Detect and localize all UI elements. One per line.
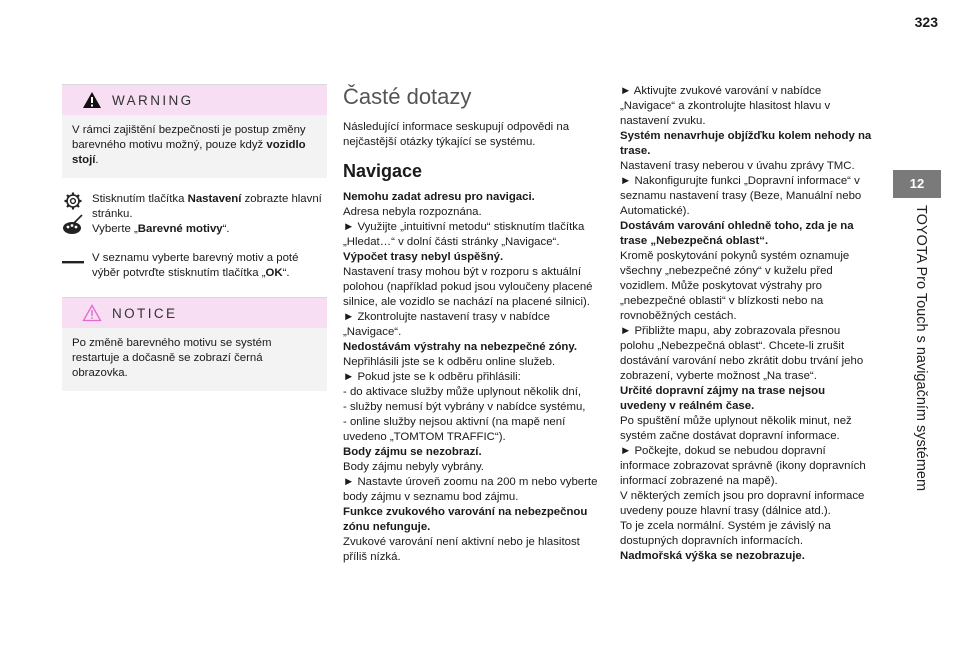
faq-answer: Adresa nebyla rozpoznána. [343, 206, 482, 218]
step-2-text: Vyberte „ [92, 223, 138, 235]
faq-list-middle [343, 190, 601, 565]
faq-title: Časté dotazy [343, 84, 472, 109]
faq-answer: ► Přibližte mapu, aby zobrazovala přesnou polohu „Nebezpečná oblast“. Chcete-li zrušit dostávání varování nebo zkrátit dobu trvání jeho zobrazení, vyberte možnost „Na trase“. [620, 325, 864, 382]
warning-text-part: V rámci zajištění bezpečnosti je postup změny barevného motivu možný, pouze když [72, 124, 306, 151]
notice-box [62, 297, 327, 391]
faq-answer: ► Zkontrolujte nastavení trasy v nabídce „Navigace“. [343, 311, 550, 338]
step-2-end: “. [222, 223, 230, 235]
navigation-heading: Navigace [343, 161, 423, 181]
column-left [62, 84, 327, 405]
step-2 [92, 222, 327, 237]
faq-answer: ► Nakonfigurujte funkci „Dopravní informace“ v seznamu nastavení trasy (Beze, Manuální nebo Automatické). [620, 175, 862, 217]
warning-triangle-icon [82, 91, 102, 109]
faq-answer: - do aktivace služby může uplynout několik dní, [343, 386, 582, 398]
step-3-holder [92, 251, 327, 281]
notice-header [62, 298, 327, 328]
notice-triangle-icon [82, 304, 102, 322]
step-text [92, 192, 327, 237]
notice-body [62, 328, 327, 391]
warning-box [62, 84, 327, 178]
faq-answer: - online služby nejsou aktivní (na mapě není uvedeno „TOMTOM TRAFFIC“). [343, 416, 566, 443]
step-2-bold: Barevné motivy [137, 223, 223, 235]
faq-question: Nedostávám výstrahy na nebezpečné zóny. [343, 341, 578, 353]
column-right [620, 84, 872, 564]
warning-text-end: . [95, 154, 99, 166]
step-1-end: zobrazte hlavní stránku. [92, 193, 322, 220]
faq-question: Systém nenavrhuje objížďku kolem nehody na trase. [620, 130, 872, 157]
chapter-rail [906, 205, 936, 565]
chapter-tab: 12 [893, 170, 941, 198]
faq-question: Výpočet trasy nebyl úspěšný. [343, 251, 504, 263]
faq-question: Body zájmu se nezobrazí. [343, 446, 482, 458]
faq-answer: V některých zemích jsou pro dopravní informace uvedeny pouze hlavní trasy (dálnice atd.). [620, 490, 865, 517]
step-3-bold: OK [265, 267, 283, 279]
faq-list-right [620, 84, 872, 564]
faq-answer: Nastavení trasy neberou v úvahu zprávy TMC. [620, 160, 855, 172]
faq-answer: ► Aktivujte zvukové varování v nabídce „Navigace“ a zkontrolujte hlasitost hlavu v nastavení zvuku. [620, 85, 831, 127]
faq-answer: Nepřihlásili jste se k odběru online služeb. [343, 356, 556, 368]
step-3 [92, 251, 327, 281]
notice-text: Po změně barevného motivu se systém restartuje a dočasně se zobrazí černá obrazovka. [72, 337, 272, 379]
step-1-text: Stisknutím tlačítka [92, 193, 188, 205]
step-1 [92, 192, 327, 222]
column-middle [343, 84, 601, 565]
faq-answer: ► Pokud jste se k odběru přihlásili: [343, 371, 521, 383]
faq-intro: Následující informace seskupují odpovědi na nejčastější otázky týkající se systému. [343, 121, 570, 148]
step-1-bold: Nastavení [187, 193, 242, 205]
faq-answer: Body zájmu nebyly vybrány. [343, 461, 484, 473]
gear-icon [64, 192, 82, 210]
warning-text-bold: vozidlo stojí [72, 139, 306, 166]
warning-text [72, 123, 317, 168]
faq-question: Nadmořská výška se nezobrazuje. [620, 550, 805, 562]
step-3-text: V seznamu vyberte barevný motiv a poté výběr potvrďte stisknutím tlačítka „ [92, 252, 299, 279]
step-icons [62, 192, 84, 237]
step-select-theme [62, 251, 327, 281]
notice-title: NOTICE [112, 305, 178, 321]
faq-question: Funkce zvukového varování na nebezpečnou zónu nefunguje. [343, 506, 588, 533]
faq-answer: ► Nastavte úroveň zoomu na 200 m nebo vyberte body zájmu v seznamu bod zájmu. [343, 476, 598, 503]
faq-question: Dostávám varování ohledně toho, zda je na trase „Nebezpečná oblast“. [620, 220, 854, 247]
faq-question: Nemohu zadat adresu pro navigaci. [343, 191, 535, 203]
step-settings [62, 192, 327, 237]
faq-answer: ► Využijte „intuitivní metodu“ stisknutím tlačítka „Hledat…“ v dolní části stránky „Navigace“. [343, 221, 585, 248]
step-icon-holder [62, 251, 84, 281]
faq-answer: Kromě poskytování pokynů systém oznamuje všechny „nebezpečné zóny“ v kuželu před vozidlem. Může poskytovat výstrahy pro „nebezpečné oblasti“ v blízkosti nebo na rovnoběžných cestách. [620, 250, 850, 322]
warning-body [62, 115, 327, 178]
faq-answer: Po spuštění může uplynout několik minut, než systém začne dostávat dopravní informace. [620, 415, 852, 442]
faq-answer: To je zcela normální. Systém je závislý na dostupných dopravních informacích. [620, 520, 831, 547]
palette-brush-icon [62, 214, 84, 236]
warning-header [62, 85, 327, 115]
step-3-end: “. [282, 267, 290, 279]
faq-answer: ► Počkejte, dokud se nebudou dopravní informace zobrazovat správně (ikony dopravních informací zobrazené na mapě). [620, 445, 866, 487]
faq-answer: - služby nemusí být vybrány v nabídce systému, [343, 401, 586, 413]
faq-answer: Zvukové varování není aktivní nebo je hlasitost příliš nízká. [343, 536, 580, 563]
chapter-title: TOYOTA Pro Touch s navigačním systémem [913, 205, 929, 492]
faq-question: Určité dopravní zájmy na trase nejsou uvedeny v reálném čase. [620, 385, 826, 412]
warning-title: WARNING [112, 92, 194, 108]
page-number: 323 [914, 14, 938, 30]
faq-answer: Nastavení trasy mohou být v rozporu s aktuální polohou (například pokud jsou vyloučeny placené silnice, ale vozidlo se nachází na placené silnici). [343, 266, 593, 308]
list-icon [62, 256, 84, 268]
